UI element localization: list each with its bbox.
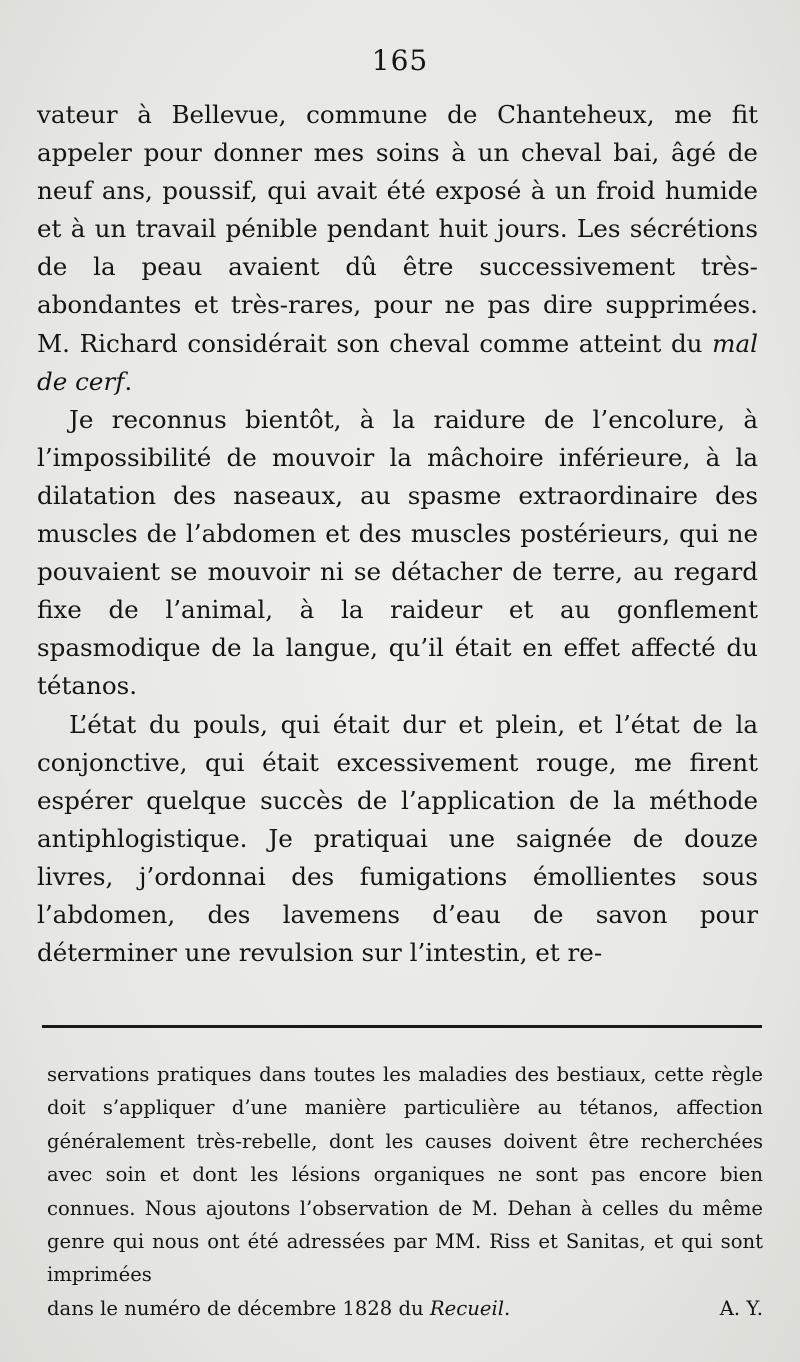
footnote-divider: [42, 1025, 762, 1028]
paragraph: L’état du pouls, qui était dur et plein, et l’état de la conjonctive, qui était excessivement rouge, me firent espérer quelque succès de l’application de la méthode antiphlogistique. Je pratiquai une saignée de douze livres, j’ordonnai des fumigations émollientes sous l’abdomen, des lavemens d’eau de savon pour déterminer une revulsion sur l’intestin, et re-: [37, 709, 758, 968]
footnote-last-line: [47, 1292, 763, 1325]
paragraph-text: vateur à Bellevue, commune de Chanteheux, me fit appeler pour donner mes soins à un cheval bai, âgé de neuf ans, poussif, qui avait été exposé à un froid humide et à un travail pénible pendant huit jours. Les sécrétions de la peau avaient dû être successivement très-abondantes et très-rares, pour ne pas dire supprimées. M. Richard considérait son cheval comme atteint du: [37, 100, 758, 358]
footnote-text: servations pratiques dans toutes les maladies des bestiaux, cette règle doit s’appliquer d’une manière particulière au tétanos, affection généralement très-rebelle, dont les causes doivent être recherchées avec soin et dont les lésions organiques ne sont pas encore bien connues. Nous ajoutons l’observation de M. Dehan à celles du même genre qui nous ont été adressées par MM. Riss et Sanitas, et qui sont imprimées: [47, 1063, 763, 1287]
italic-term: mal de cerf: [37, 328, 758, 396]
journal-title: Recueil: [429, 1296, 504, 1320]
paragraph: Je reconnus bientôt, à la raidure de l’encolure, à l’impossibilité de mouvoir la mâchoire inférieure, à la dilatation des naseaux, au spasme extraordinaire des muscles de l’abdomen et des muscles postérieurs, qui ne pouvaient se mouvoir ni se détacher de terre, au regard fixe de l’animal, à la raideur et au gonflement spasmodique de la langue, qu’il était en effet affecté du tétanos.: [37, 404, 758, 701]
footnote: [47, 1058, 763, 1325]
paragraph: [37, 96, 758, 401]
footnote-reference-text: dans le numéro de décembre 1828 du: [47, 1296, 430, 1320]
footnote-signature: A. Y.: [719, 1296, 763, 1320]
main-text: [37, 96, 758, 972]
footnote-reference-end: .: [503, 1296, 511, 1320]
paragraph-end: .: [124, 366, 133, 396]
footnote-reference: [47, 1292, 510, 1325]
page-number: 165: [371, 44, 429, 77]
